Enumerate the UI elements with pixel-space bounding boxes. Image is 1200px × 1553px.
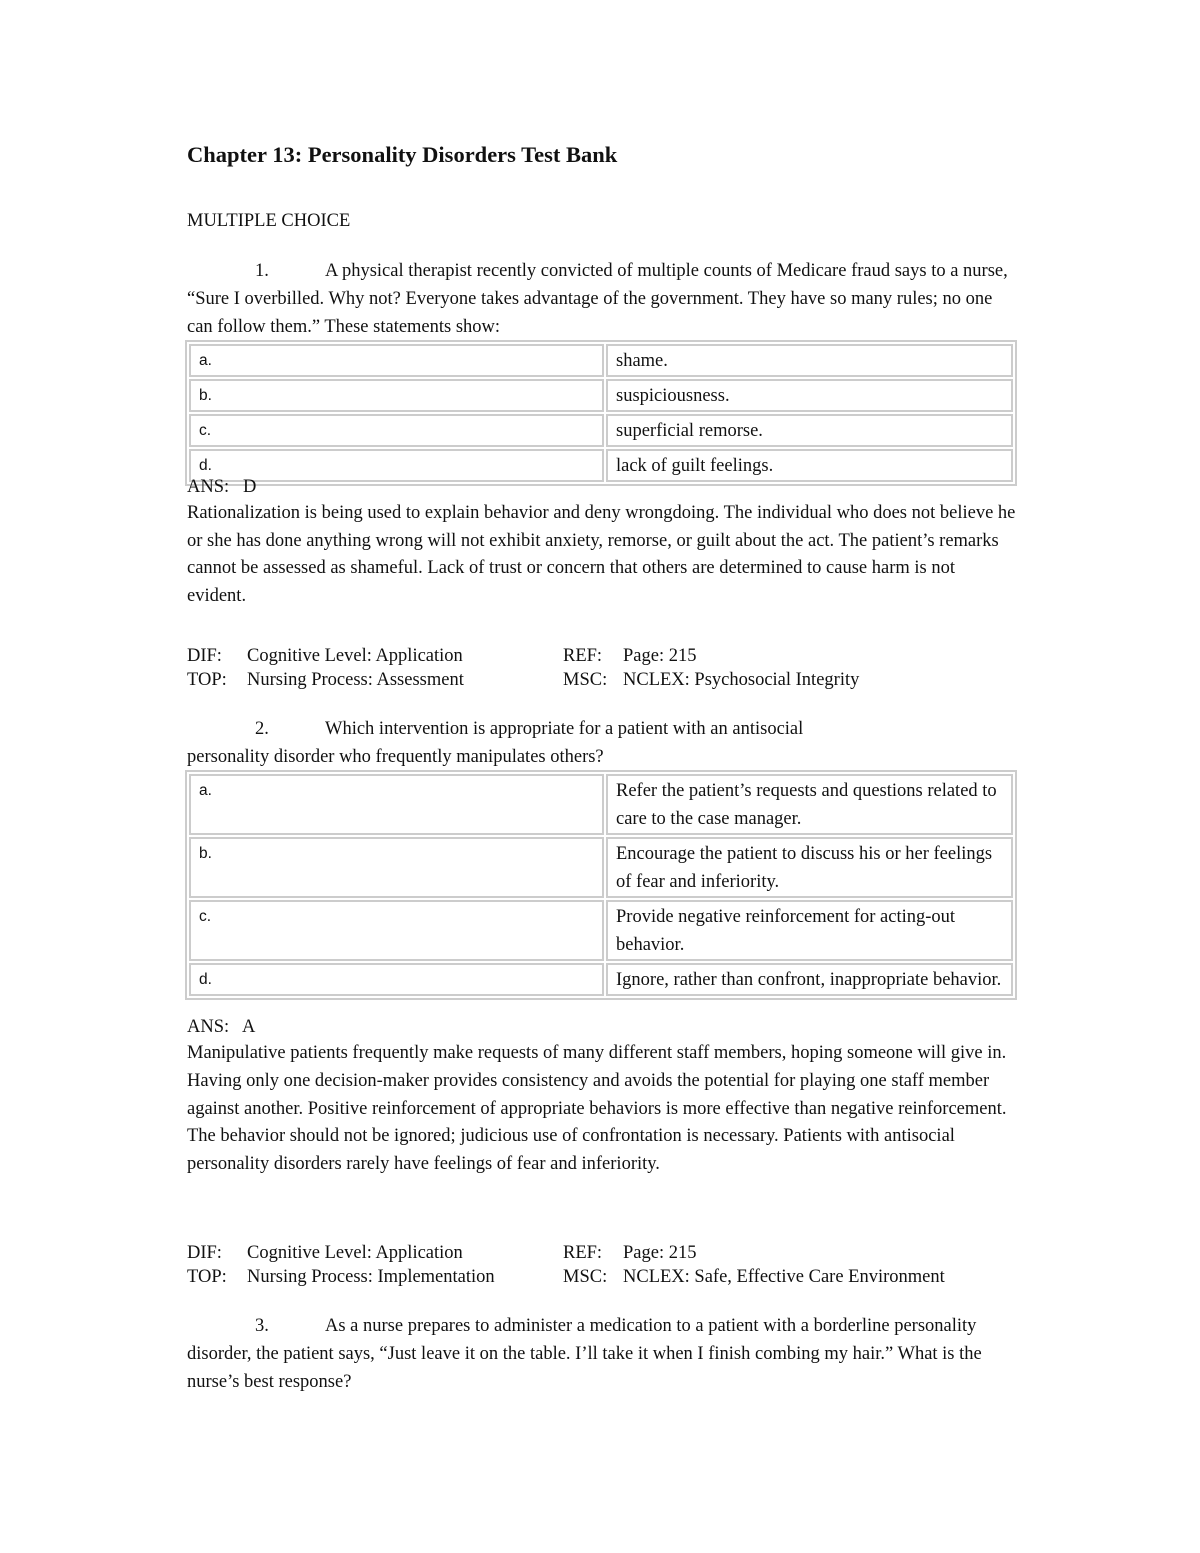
- meta-key: MSC:: [563, 1266, 608, 1287]
- option-letter: c.: [189, 414, 604, 447]
- option-text: shame.: [606, 344, 1013, 377]
- option-row[interactable]: [189, 963, 1013, 996]
- option-row[interactable]: [189, 837, 1013, 898]
- stem-text: fraud says to a nurse, “Sure I overbilled. Why not? Everyone takes advantage of the government. They have so many rules; no one can follow them.” These statements show:: [187, 261, 1008, 337]
- meta-value: Nursing Process: Implementation: [247, 1266, 495, 1287]
- stem-text: personality disorder who frequently manipulates others?: [187, 746, 604, 767]
- answer-2: ANS: A: [187, 1017, 256, 1037]
- option-row[interactable]: [189, 414, 1013, 447]
- option-row[interactable]: [189, 379, 1013, 412]
- meta-value: NCLEX: Psychosocial Integrity: [623, 669, 860, 690]
- option-text: Provide negative reinforcement for acting-out behavior.: [606, 900, 1013, 961]
- question-1-options: [185, 340, 1017, 486]
- option-text: Refer the patient’s requests and questions related to care to the case manager.: [606, 774, 1013, 835]
- question-1-stem: [187, 258, 1017, 341]
- option-letter: b.: [189, 837, 604, 898]
- rationale-2: Manipulative patients frequently make requests of many different staff members, hoping someone will give in. Having only one decision-maker provides consistency and avoids the potential for playing one staff member against another. Positive reinforcement of appropriate behaviors is more effective than negative reinforcement. The behavior should not be ignored; judicious use of confrontation is necessary. Patients with antisocial personality disorders rarely have feelings of fear and inferiority.: [187, 1043, 1007, 1175]
- meta-value: NCLEX: Safe, Effective Care Environment: [623, 1266, 945, 1287]
- option-text: Encourage the patient to discuss his or her feelings of fear and inferiority.: [606, 837, 1013, 898]
- option-row[interactable]: [189, 344, 1013, 377]
- question-2-options: [185, 770, 1017, 1000]
- question-number: 3.: [255, 1316, 269, 1336]
- question-2-meta: [187, 1242, 1017, 1289]
- meta-key: TOP:: [187, 669, 227, 690]
- page-title: Chapter 13: Personality Disorders Test Bank: [187, 142, 618, 167]
- rationale-1: Rationalization is being used to explain behavior and deny wrongdoing. The individual who does not believe he or she has done anything wrong will not exhibit anxiety, remorse, or guilt about the act. The patient’s remarks cannot be assessed as shameful. Lack of trust or concern that others are determined to cause harm is not evident.: [187, 503, 1016, 606]
- meta-key: TOP:: [187, 1266, 227, 1287]
- question-3-stem: [187, 1313, 1017, 1396]
- option-text: superficial remorse.: [606, 414, 1013, 447]
- stem-text: A physical therapist recently convicted of multiple counts of Medicare: [325, 261, 847, 281]
- option-letter: d.: [189, 963, 604, 996]
- meta-value: Nursing Process: Assessment: [247, 669, 464, 690]
- meta-value: Page: 215: [623, 646, 697, 666]
- answer-1: ANS: D: [187, 477, 257, 497]
- meta-key: DIF:: [187, 1243, 222, 1263]
- stem-text: Which intervention is appropriate for a patient with an antisocial: [325, 719, 804, 739]
- meta-value: Cognitive Level: Application: [247, 646, 463, 666]
- question-1-meta: [187, 645, 1017, 692]
- option-letter: c.: [189, 900, 604, 961]
- meta-key: REF:: [563, 1243, 603, 1263]
- option-row[interactable]: [189, 774, 1013, 835]
- option-letter: a.: [189, 344, 604, 377]
- meta-value: Page: 215: [623, 1243, 697, 1263]
- option-row[interactable]: [189, 900, 1013, 961]
- meta-key: REF:: [563, 646, 603, 666]
- section-heading: MULTIPLE CHOICE: [187, 211, 351, 231]
- stem-text: borderline personality disorder, the patient says, “Just leave it on the table. I’ll take it when I finish combing my hair.” What is the nurse’s best response?: [187, 1316, 982, 1392]
- meta-key: MSC:: [563, 669, 608, 690]
- question-number: 1.: [255, 261, 269, 281]
- option-text: Ignore, rather than confront, inappropriate behavior.: [606, 963, 1013, 996]
- meta-value: Cognitive Level: Application: [247, 1243, 463, 1263]
- option-letter: a.: [189, 774, 604, 835]
- option-text: lack of guilt feelings.: [606, 449, 1013, 482]
- option-text: suspiciousness.: [606, 379, 1013, 412]
- option-letter: b.: [189, 379, 604, 412]
- meta-key: DIF:: [187, 646, 222, 666]
- stem-text: As a nurse prepares to administer a medication to a patient with a: [325, 1316, 809, 1336]
- option-letter: d.: [189, 449, 604, 482]
- question-number: 2.: [255, 719, 269, 739]
- question-2-stem: [187, 716, 1017, 772]
